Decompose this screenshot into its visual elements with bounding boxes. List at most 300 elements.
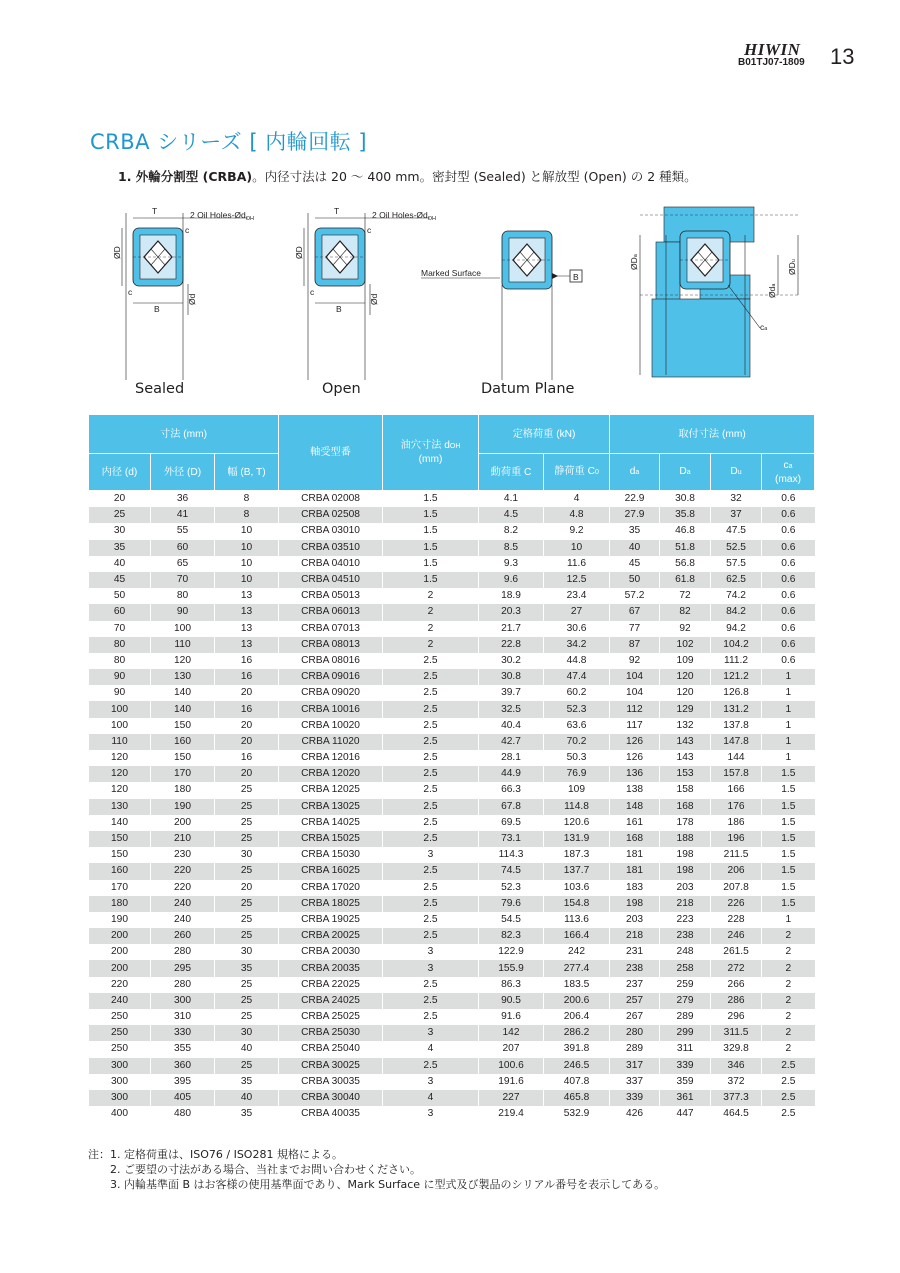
table-cell: 250 bbox=[89, 1009, 151, 1025]
table-cell: 186 bbox=[711, 815, 762, 831]
table-cell: 198 bbox=[660, 863, 711, 879]
table-cell: 117 bbox=[610, 718, 660, 734]
table-cell: 20 bbox=[89, 491, 151, 508]
table-cell: 70 bbox=[89, 621, 151, 637]
table-cell: 30.2 bbox=[479, 653, 544, 669]
table-cell: 90.5 bbox=[479, 993, 544, 1009]
table-cell: 11.6 bbox=[544, 556, 610, 572]
table-cell: 55 bbox=[151, 523, 215, 539]
table-cell: 148 bbox=[610, 799, 660, 815]
table-cell: 191.6 bbox=[479, 1074, 544, 1090]
table-cell: 2.5 bbox=[383, 701, 479, 717]
table-cell: CRBA 11020 bbox=[279, 734, 383, 750]
table-cell: 20 bbox=[215, 880, 279, 896]
table-cell: 258 bbox=[660, 960, 711, 976]
table-cell: 465.8 bbox=[544, 1090, 610, 1106]
table-cell: 1.5 bbox=[762, 847, 815, 863]
oil-hole-header: 油穴寸法 dOH (mm) bbox=[383, 415, 479, 491]
table-cell: 40 bbox=[610, 540, 660, 556]
table-cell: 2 bbox=[762, 1041, 815, 1057]
table-row bbox=[89, 1009, 815, 1025]
table-cell: 3 bbox=[383, 1074, 479, 1090]
table-cell: 300 bbox=[89, 1090, 151, 1106]
table-cell: 52.5 bbox=[711, 540, 762, 556]
table-cell: 80 bbox=[89, 653, 151, 669]
table-cell: 86.3 bbox=[479, 977, 544, 993]
table-cell: 181 bbox=[610, 863, 660, 879]
Du-header: Du bbox=[711, 454, 762, 491]
table-cell: 91.6 bbox=[479, 1009, 544, 1025]
table-cell: 13 bbox=[215, 637, 279, 653]
table-row bbox=[89, 491, 815, 508]
table-cell: 44.8 bbox=[544, 653, 610, 669]
table-cell: 25 bbox=[215, 782, 279, 798]
table-cell: 1 bbox=[762, 685, 815, 701]
table-cell: 30 bbox=[215, 847, 279, 863]
table-cell: 2.5 bbox=[383, 880, 479, 896]
table-cell: 20 bbox=[215, 685, 279, 701]
table-cell: 1 bbox=[762, 912, 815, 928]
table-cell: 150 bbox=[151, 718, 215, 734]
table-row bbox=[89, 880, 815, 896]
table-cell: CRBA 03010 bbox=[279, 523, 383, 539]
table-cell: CRBA 15025 bbox=[279, 831, 383, 847]
table-cell: 25 bbox=[215, 1058, 279, 1074]
table-cell: 480 bbox=[151, 1106, 215, 1122]
table-cell: 2 bbox=[762, 977, 815, 993]
table-cell: 120 bbox=[89, 766, 151, 782]
group-mount-header: 取付寸法 (mm) bbox=[610, 415, 815, 454]
table-cell: 9.2 bbox=[544, 523, 610, 539]
table-cell: 240 bbox=[151, 912, 215, 928]
table-cell: 137.8 bbox=[711, 718, 762, 734]
table-cell: 250 bbox=[89, 1025, 151, 1041]
table-cell: 190 bbox=[151, 799, 215, 815]
table-cell: 25 bbox=[215, 912, 279, 928]
table-row bbox=[89, 1041, 815, 1057]
table-cell: 54.5 bbox=[479, 912, 544, 928]
table-cell: CRBA 09020 bbox=[279, 685, 383, 701]
dim-Da-label: ØDa bbox=[629, 254, 639, 270]
table-cell: 52.3 bbox=[479, 880, 544, 896]
table-cell: 218 bbox=[610, 928, 660, 944]
table-cell: 2 bbox=[762, 928, 815, 944]
table-cell: 0.6 bbox=[762, 540, 815, 556]
table-cell: 74.5 bbox=[479, 863, 544, 879]
static-load-header: 静荷重 C0 bbox=[544, 454, 610, 491]
table-cell: 178 bbox=[660, 815, 711, 831]
table-cell: 3 bbox=[383, 1025, 479, 1041]
table-row bbox=[89, 621, 815, 637]
table-cell: 111.2 bbox=[711, 653, 762, 669]
inner-diameter-header: 内径 (d) bbox=[89, 454, 151, 491]
table-cell: 2.5 bbox=[383, 653, 479, 669]
table-cell: 60 bbox=[151, 540, 215, 556]
table-cell: 4.8 bbox=[544, 507, 610, 523]
table-cell: 1 bbox=[762, 669, 815, 685]
table-cell: 218 bbox=[660, 896, 711, 912]
notes bbox=[88, 1147, 665, 1192]
dim-ca-label: ca bbox=[760, 322, 768, 332]
table-cell: 2.5 bbox=[762, 1090, 815, 1106]
table-cell: 25 bbox=[215, 863, 279, 879]
mounting-diagram bbox=[629, 207, 800, 377]
table-cell: 44.9 bbox=[479, 766, 544, 782]
table-cell: 4.1 bbox=[479, 491, 544, 508]
page-number: 13 bbox=[830, 44, 855, 69]
table-cell: 27.9 bbox=[610, 507, 660, 523]
table-cell: 2.5 bbox=[383, 750, 479, 766]
table-cell: 277.4 bbox=[544, 960, 610, 976]
table-cell: 104.2 bbox=[711, 637, 762, 653]
table-cell: 25 bbox=[215, 993, 279, 1009]
table-cell: 82 bbox=[660, 604, 711, 620]
table-cell: 1 bbox=[762, 718, 815, 734]
table-cell: 0.6 bbox=[762, 637, 815, 653]
table-cell: 280 bbox=[610, 1025, 660, 1041]
table-cell: 10 bbox=[215, 572, 279, 588]
table-cell: 147.8 bbox=[711, 734, 762, 750]
table-cell: 70 bbox=[151, 572, 215, 588]
table-cell: 56.8 bbox=[660, 556, 711, 572]
table-cell: 155.9 bbox=[479, 960, 544, 976]
table-cell: 10 bbox=[215, 540, 279, 556]
table-row bbox=[89, 637, 815, 653]
table-row bbox=[89, 653, 815, 669]
table-cell: 62.5 bbox=[711, 572, 762, 588]
table-cell: 120 bbox=[89, 782, 151, 798]
table-cell: 532.9 bbox=[544, 1106, 610, 1122]
table-cell: 339 bbox=[610, 1090, 660, 1106]
table-cell: 35 bbox=[610, 523, 660, 539]
table-cell: 143 bbox=[660, 750, 711, 766]
table-cell: 1.5 bbox=[762, 766, 815, 782]
table-cell: 180 bbox=[89, 896, 151, 912]
table-cell: 207 bbox=[479, 1041, 544, 1057]
table-row bbox=[89, 718, 815, 734]
table-cell: 260 bbox=[151, 928, 215, 944]
table-cell: 100.6 bbox=[479, 1058, 544, 1074]
dim-B-label: B bbox=[154, 304, 160, 314]
table-cell: 286 bbox=[711, 993, 762, 1009]
load-header: 定格荷重 (kN) bbox=[479, 415, 610, 454]
table-cell: 361 bbox=[660, 1090, 711, 1106]
table-cell: 94.2 bbox=[711, 621, 762, 637]
chamfer-label: c bbox=[310, 287, 315, 297]
table-cell: 0.6 bbox=[762, 653, 815, 669]
table-row bbox=[89, 572, 815, 588]
table-row bbox=[89, 1074, 815, 1090]
table-row bbox=[89, 588, 815, 604]
table-cell: 2.5 bbox=[762, 1074, 815, 1090]
table-cell: 2 bbox=[383, 588, 479, 604]
table-cell: 200 bbox=[89, 944, 151, 960]
note-2: 2. ご要望の寸法がある場合、当社までお問い合わせください。 bbox=[110, 1163, 421, 1176]
table-cell: 120 bbox=[151, 653, 215, 669]
table-cell: 66.3 bbox=[479, 782, 544, 798]
table-cell: 207.8 bbox=[711, 880, 762, 896]
table-cell: 203 bbox=[660, 880, 711, 896]
table-cell: 1.5 bbox=[762, 799, 815, 815]
table-cell: 13 bbox=[215, 604, 279, 620]
table-cell: 2 bbox=[383, 637, 479, 653]
oil-holes-label: 2 Oil Holes-$Ød_{OH}$ bbox=[190, 210, 254, 222]
table-cell: 40 bbox=[89, 556, 151, 572]
table-cell: 25 bbox=[89, 507, 151, 523]
table-cell: 80 bbox=[151, 588, 215, 604]
table-row bbox=[89, 669, 815, 685]
table-cell: 67 bbox=[610, 604, 660, 620]
table-cell: 112 bbox=[610, 701, 660, 717]
table-cell: CRBA 15030 bbox=[279, 847, 383, 863]
table-cell: 176 bbox=[711, 799, 762, 815]
table-cell: 100 bbox=[89, 701, 151, 717]
table-cell: 51.8 bbox=[660, 540, 711, 556]
table-cell: 2 bbox=[762, 993, 815, 1009]
table-cell: CRBA 07013 bbox=[279, 621, 383, 637]
table-cell: 61.8 bbox=[660, 572, 711, 588]
table-cell: 230 bbox=[151, 847, 215, 863]
table-cell: 60 bbox=[89, 604, 151, 620]
table-cell: 10 bbox=[544, 540, 610, 556]
table-cell: 35 bbox=[215, 960, 279, 976]
table-cell: 181 bbox=[610, 847, 660, 863]
table-cell: 90 bbox=[89, 669, 151, 685]
table-cell: 18.9 bbox=[479, 588, 544, 604]
page-title: CRBA シリーズ [ 内輪回転 ] bbox=[90, 130, 368, 154]
table-cell: 87 bbox=[610, 637, 660, 653]
table-cell: 168 bbox=[610, 831, 660, 847]
dim-da-label: Øda bbox=[767, 283, 777, 298]
table-cell: 138 bbox=[610, 782, 660, 798]
dim-D-label: ØD bbox=[294, 246, 304, 259]
caption-datum-plane: Datum Plane bbox=[481, 381, 575, 397]
table-cell: 32.5 bbox=[479, 701, 544, 717]
chamfer-label: c bbox=[185, 225, 190, 235]
dim-T-label: T bbox=[334, 206, 340, 216]
dim-B-label: B bbox=[336, 304, 342, 314]
table-cell: 57.2 bbox=[610, 588, 660, 604]
table-cell: 2 bbox=[762, 1009, 815, 1025]
table-cell: CRBA 13025 bbox=[279, 799, 383, 815]
table-cell: CRBA 16025 bbox=[279, 863, 383, 879]
table-cell: CRBA 10020 bbox=[279, 718, 383, 734]
table-cell: 188 bbox=[660, 831, 711, 847]
table-cell: 2.5 bbox=[383, 831, 479, 847]
table-cell: CRBA 17020 bbox=[279, 880, 383, 896]
table-cell: 8.5 bbox=[479, 540, 544, 556]
table-cell: 104 bbox=[610, 685, 660, 701]
table-cell: 1.5 bbox=[383, 491, 479, 508]
table-row bbox=[89, 782, 815, 798]
table-cell: 311.5 bbox=[711, 1025, 762, 1041]
table-cell: 30 bbox=[215, 944, 279, 960]
table-row bbox=[89, 831, 815, 847]
table-cell: 2.5 bbox=[383, 977, 479, 993]
table-cell: 35 bbox=[215, 1074, 279, 1090]
table-cell: 289 bbox=[610, 1041, 660, 1057]
table-cell: 35.8 bbox=[660, 507, 711, 523]
spec-table-body bbox=[89, 491, 815, 1123]
table-cell: 102 bbox=[660, 637, 711, 653]
table-row bbox=[89, 928, 815, 944]
table-cell: 391.8 bbox=[544, 1041, 610, 1057]
table-cell: 248 bbox=[660, 944, 711, 960]
table-cell: 120 bbox=[660, 685, 711, 701]
table-cell: 28.1 bbox=[479, 750, 544, 766]
table-cell: 42.7 bbox=[479, 734, 544, 750]
table-cell: 2.5 bbox=[383, 685, 479, 701]
oil-holes-label: 2 Oil Holes-$Ød_{OH}$ bbox=[372, 210, 436, 222]
table-cell: 296 bbox=[711, 1009, 762, 1025]
table-cell: 226 bbox=[711, 896, 762, 912]
marked-surface-label: Marked Surface bbox=[421, 268, 481, 278]
table-cell: 1 bbox=[762, 734, 815, 750]
table-cell: 103.6 bbox=[544, 880, 610, 896]
document-code: B01TJ07-1809 bbox=[738, 57, 805, 68]
dynamic-load-header: 動荷重 C bbox=[479, 454, 544, 491]
table-cell: CRBA 08013 bbox=[279, 637, 383, 653]
table-cell: 183 bbox=[610, 880, 660, 896]
table-cell: 12.5 bbox=[544, 572, 610, 588]
table-cell: 405 bbox=[151, 1090, 215, 1106]
table-cell: 339 bbox=[660, 1058, 711, 1074]
table-cell: 360 bbox=[151, 1058, 215, 1074]
table-cell: 45 bbox=[89, 572, 151, 588]
table-cell: 131.9 bbox=[544, 831, 610, 847]
table-cell: 1.5 bbox=[762, 863, 815, 879]
table-cell: 140 bbox=[151, 685, 215, 701]
table-cell: CRBA 12020 bbox=[279, 766, 383, 782]
table-cell: 1 bbox=[762, 701, 815, 717]
table-cell: 2.5 bbox=[383, 815, 479, 831]
table-cell: 1.5 bbox=[383, 540, 479, 556]
table-cell: 2.5 bbox=[383, 734, 479, 750]
table-cell: 52.3 bbox=[544, 701, 610, 717]
table-cell: 3 bbox=[383, 847, 479, 863]
table-cell: 359 bbox=[660, 1074, 711, 1090]
table-cell: 0.6 bbox=[762, 588, 815, 604]
table-cell: 30.6 bbox=[544, 621, 610, 637]
table-cell: 4.5 bbox=[479, 507, 544, 523]
table-row bbox=[89, 815, 815, 831]
table-cell: 153 bbox=[660, 766, 711, 782]
table-row bbox=[89, 766, 815, 782]
table-cell: CRBA 25025 bbox=[279, 1009, 383, 1025]
table-cell: 1.5 bbox=[762, 831, 815, 847]
table-cell: 289 bbox=[660, 1009, 711, 1025]
table-cell: 63.6 bbox=[544, 718, 610, 734]
table-cell: 25 bbox=[215, 928, 279, 944]
table-cell: 464.5 bbox=[711, 1106, 762, 1122]
table-cell: 20.3 bbox=[479, 604, 544, 620]
table-cell: 130 bbox=[151, 669, 215, 685]
table-cell: 82.3 bbox=[479, 928, 544, 944]
table-cell: 79.6 bbox=[479, 896, 544, 912]
table-cell: 246 bbox=[711, 928, 762, 944]
table-cell: CRBA 18025 bbox=[279, 896, 383, 912]
table-cell: 2.5 bbox=[383, 799, 479, 815]
table-cell: 1.5 bbox=[762, 815, 815, 831]
table-cell: 110 bbox=[89, 734, 151, 750]
table-cell: 0.6 bbox=[762, 556, 815, 572]
table-cell: 120 bbox=[89, 750, 151, 766]
table-cell: 2.5 bbox=[383, 766, 479, 782]
table-cell: 72 bbox=[660, 588, 711, 604]
table-cell: 144 bbox=[711, 750, 762, 766]
table-cell: 1.5 bbox=[383, 556, 479, 572]
table-cell: 211.5 bbox=[711, 847, 762, 863]
table-cell: CRBA 19025 bbox=[279, 912, 383, 928]
table-cell: 266 bbox=[711, 977, 762, 993]
table-cell: 100 bbox=[89, 718, 151, 734]
da-header: da bbox=[610, 454, 660, 491]
table-cell: 2 bbox=[762, 944, 815, 960]
table-cell: 0.6 bbox=[762, 604, 815, 620]
table-cell: 0.6 bbox=[762, 621, 815, 637]
table-row bbox=[89, 896, 815, 912]
table-cell: 104 bbox=[610, 669, 660, 685]
table-cell: CRBA 02508 bbox=[279, 507, 383, 523]
table-cell: 158 bbox=[660, 782, 711, 798]
table-cell: 2.5 bbox=[383, 896, 479, 912]
table-cell: 136 bbox=[610, 766, 660, 782]
table-row bbox=[89, 863, 815, 879]
table-cell: 122.9 bbox=[479, 944, 544, 960]
table-cell: 60.2 bbox=[544, 685, 610, 701]
table-cell: 337 bbox=[610, 1074, 660, 1090]
table-row bbox=[89, 977, 815, 993]
table-cell: 70.2 bbox=[544, 734, 610, 750]
table-cell: 157.8 bbox=[711, 766, 762, 782]
table-cell: 22.8 bbox=[479, 637, 544, 653]
subtitle-text: 。内径寸法は 20 ～ 400 mm。密封型 (Sealed) と解放型 (Open) の 2 種類。 bbox=[252, 169, 697, 184]
table-cell: 168 bbox=[660, 799, 711, 815]
table-cell: 170 bbox=[89, 880, 151, 896]
table-cell: 39.7 bbox=[479, 685, 544, 701]
table-cell: 227 bbox=[479, 1090, 544, 1106]
table-cell: 377.3 bbox=[711, 1090, 762, 1106]
table-cell: 198 bbox=[610, 896, 660, 912]
table-cell: 259 bbox=[660, 977, 711, 993]
table-cell: 90 bbox=[89, 685, 151, 701]
note-3: 3. 内輪基準面 B はお客様の使用基準面であり、Mark Surface に型式及び製品のシリアル番号を表示してある。 bbox=[110, 1178, 666, 1191]
table-cell: 198 bbox=[660, 847, 711, 863]
table-cell: 10 bbox=[215, 556, 279, 572]
table-cell: 300 bbox=[151, 993, 215, 1009]
table-cell: 0.6 bbox=[762, 491, 815, 508]
table-cell: CRBA 05013 bbox=[279, 588, 383, 604]
table-cell: 166.4 bbox=[544, 928, 610, 944]
table-cell: CRBA 30035 bbox=[279, 1074, 383, 1090]
table-cell: 126.8 bbox=[711, 685, 762, 701]
table-cell: 34.2 bbox=[544, 637, 610, 653]
model-header: 軸受型番 bbox=[279, 415, 383, 491]
table-cell: 30.8 bbox=[660, 491, 711, 508]
table-cell: 47.4 bbox=[544, 669, 610, 685]
table-cell: 2.5 bbox=[383, 863, 479, 879]
table-cell: 84.2 bbox=[711, 604, 762, 620]
table-cell: CRBA 40035 bbox=[279, 1106, 383, 1122]
table-cell: 30.8 bbox=[479, 669, 544, 685]
table-cell: 220 bbox=[151, 863, 215, 879]
table-cell: 0.6 bbox=[762, 507, 815, 523]
table-cell: 41 bbox=[151, 507, 215, 523]
table-cell: 166 bbox=[711, 782, 762, 798]
table-cell: 1.5 bbox=[762, 880, 815, 896]
table-cell: 1 bbox=[762, 750, 815, 766]
table-cell: 154.8 bbox=[544, 896, 610, 912]
